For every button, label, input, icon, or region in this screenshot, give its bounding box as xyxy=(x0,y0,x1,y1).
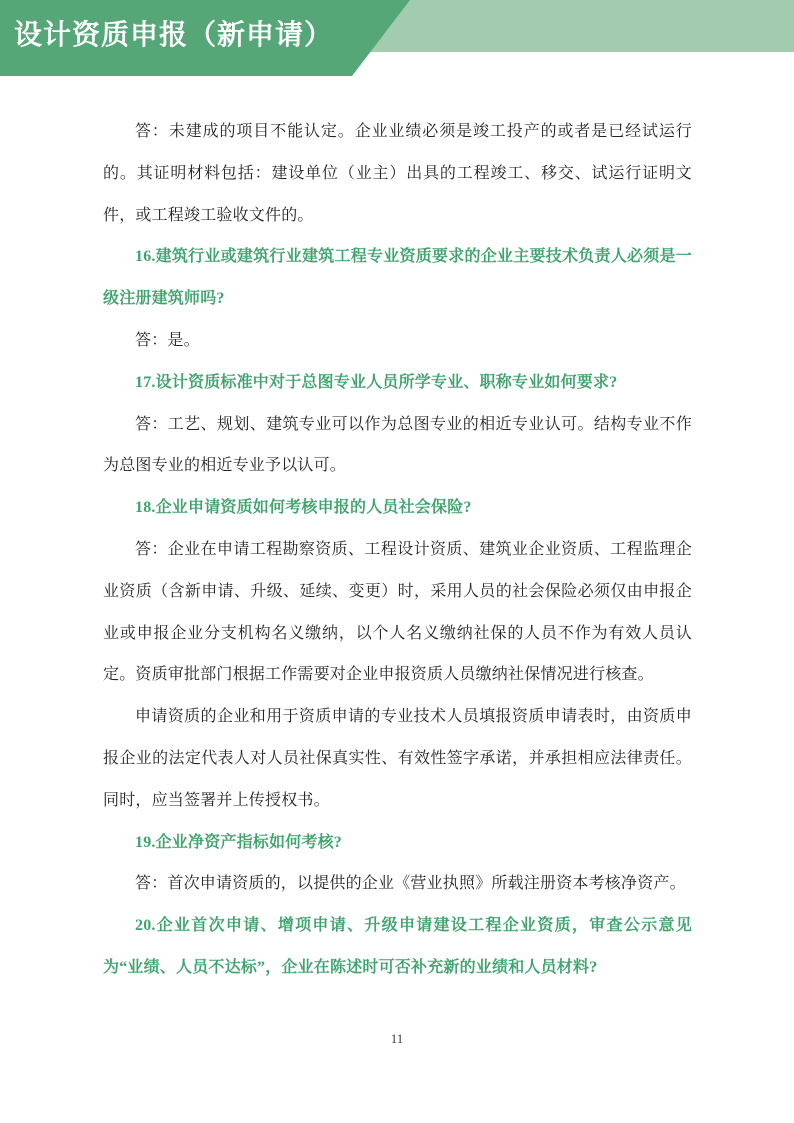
answer-17: 答：工艺、规划、建筑专业可以作为总图专业的相近专业认可。结构专业不作为总图专业的相近专业予以认可。 xyxy=(103,415,692,475)
answer-19: 答：首次申请资质的，以提供的企业《营业执照》所载注册资本考核净资产。 xyxy=(135,875,686,893)
question-17: 17.设计资质标准中对于总图专业人员所学专业、职称专业如何要求? xyxy=(135,373,618,391)
prev-question-answer: 答：未建成的项目不能认定。企业业绩必须是竣工投产的或者是已经试运行的。其证明材料包括：建设单位（业主）出具的工程竣工、移交、试运行证明文件，或工程竣工验收文件的。 xyxy=(103,123,692,224)
page-number: 11 xyxy=(390,1031,404,1046)
answer-18: 答：企业在申请工程勘察资质、工程设计资质、建筑业企业资质、工程监理企业资质（含新申请、升级、延续、变更）时，采用人员的社会保险必须仅由申报企业或申报企业分支机构名义缴纳，以个人名义缴纳社保的人员不作为有效人员认定。资质审批部门根据工作需要对企业申报资质人员缴纳社保情况进行核查。 xyxy=(103,540,692,684)
question-16: 16.建筑行业或建筑行业建筑工程专业资质要求的企业主要技术负责人必须是一级注册建筑师吗? xyxy=(103,248,692,308)
question-18: 18.企业申请资质如何考核申报的人员社会保险? xyxy=(135,499,472,517)
question-20: 20.企业首次申请、增项申请、升级申请建设工程企业资质，审查公示意见为“业绩、人员不达标”，企业在陈述时可否补充新的业绩和人员材料? xyxy=(103,917,692,976)
question-19: 19.企业净资产指标如何考核? xyxy=(135,833,343,851)
answer-18-continued: 申请资质的企业和用于资质申请的专业技术人员填报资质申请表时，由资质申报企业的法定代表人对人员社保真实性、有效性签字承诺，并承担相应法律责任。同时，应当签署并上传授权书。 xyxy=(103,708,692,809)
answer-16: 答：是。 xyxy=(135,331,200,349)
page-title: 设计资质申报（新申请） xyxy=(14,19,334,50)
document-body xyxy=(103,111,692,989)
